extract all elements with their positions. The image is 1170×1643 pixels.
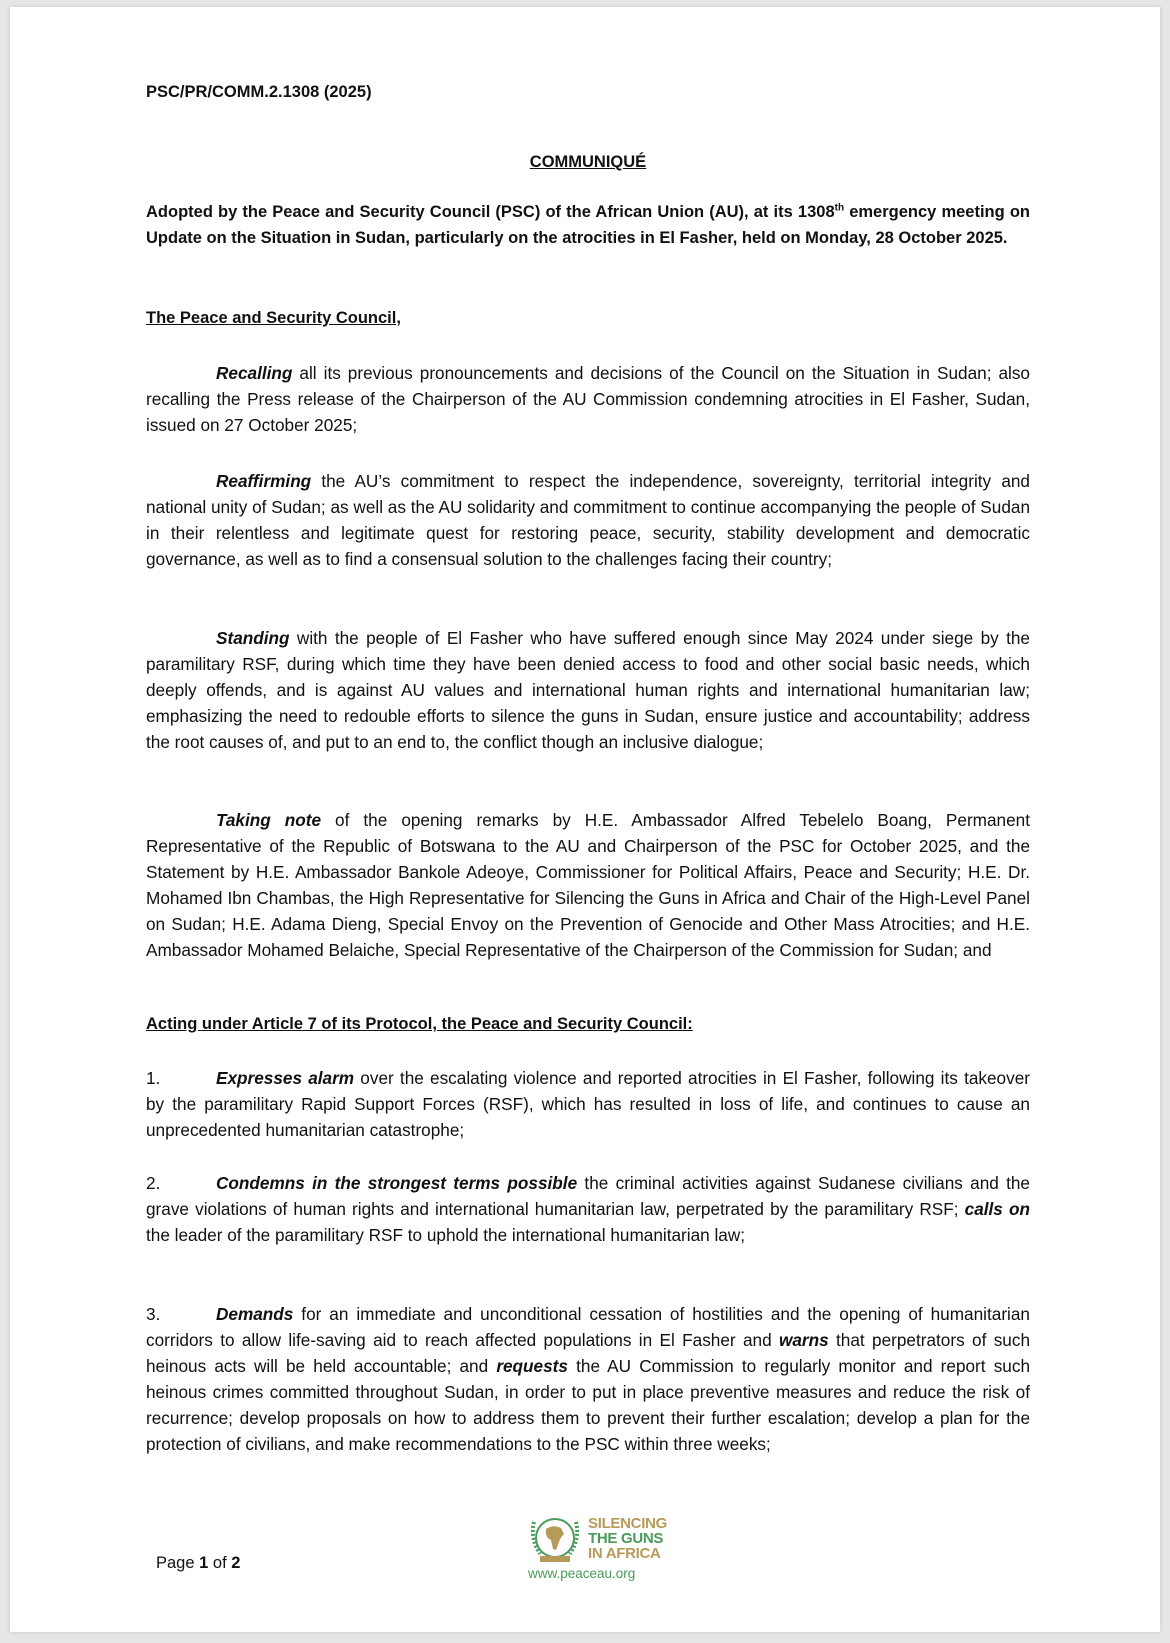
operative-text: over the escalating violence and reported atrocities in El Fasher, following its takeover by the paramilitary Rapid Support Forces (RSF), which has resulted in loss of life, and continues to cause an unprecedented humanitarian catastrophe; — [146, 1068, 1030, 1140]
au-emblem-icon — [526, 1512, 584, 1568]
operative-text: that perpetrators of such heinous acts will be held accountable; and — [146, 1330, 1030, 1376]
silencing-the-guns-logo — [526, 1512, 676, 1582]
page-current: 1 — [199, 1554, 209, 1572]
operative-paragraph-3 — [146, 1301, 1030, 1457]
preamble-paragraph — [146, 360, 1030, 438]
preamble-text: the AU’s commitment to respect the independence, sovereignty, territorial integrity and national unity of Sudan; as well as the AU solidarity and commitment to continue accompanying the people of Sudan in their relentless and legitimate quest for restoring peace, security, stability development and democratic governance, as well as to find a consensual solution to the challenges facing their country; — [146, 471, 1030, 569]
operative-paragraph-2 — [146, 1170, 1030, 1248]
council-heading: The Peace and Security Council, — [146, 309, 401, 327]
operative-emphasis: calls on — [964, 1199, 1030, 1219]
paragraph-number: 2. — [146, 1173, 161, 1193]
page-label: Page — [156, 1554, 200, 1572]
operative-emphasis: requests — [496, 1356, 568, 1376]
preamble-lead: Standing — [216, 628, 290, 648]
operative-text: the AU Commission to regularly monitor and report such heinous crimes committed throughout Sudan, in order to put in place preventive measures and reduce the risk of recurrence; develop proposals on how to address them to prevent their further escalation; develop a plan for the protection of civilians, and make recommendations to the PSC within three weeks; — [146, 1356, 1030, 1454]
logo-line-1: SILENCING — [588, 1515, 667, 1532]
preamble-paragraph — [146, 807, 1030, 963]
preamble-lead: Recalling — [216, 363, 293, 383]
paragraph-number: 1. — [146, 1068, 161, 1088]
preamble-lead: Taking note — [216, 810, 322, 830]
preamble-paragraph — [146, 468, 1030, 572]
adoption-text: Adopted by the Peace and Security Council (PSC) of the African Union (AU), at its 1308 — [146, 203, 835, 221]
document-title: COMMUNIQUÉ — [529, 153, 647, 171]
operative-paragraph-1 — [146, 1065, 1030, 1143]
page-total: 2 — [231, 1554, 241, 1572]
logo-line-3: IN AFRICA — [588, 1545, 661, 1562]
paragraph-number: 3. — [146, 1304, 161, 1324]
ordinal-suffix: th — [834, 202, 845, 214]
page-of: of — [208, 1554, 232, 1572]
acting-heading: Acting under Article 7 of its Protocol, the Peace and Security Council: — [146, 1015, 693, 1033]
operative-lead: Demands — [216, 1304, 294, 1324]
preamble-text: with the people of El Fasher who have suffered enough since May 2024 under siege by the paramilitary RSF, during which time they have been denied access to food and other social basic needs, which deeply offends, and is against AU values and international human rights and international humanitarian law; emphasizing the need to redouble efforts to silence the guns in Sudan, ensure justice and accountability; address the root causes of, and put to an end to, the conflict though an inclusive dialogue; — [146, 628, 1030, 752]
operative-lead: Condemns in the strongest terms possible — [216, 1173, 578, 1193]
page-number — [156, 1554, 240, 1573]
adoption-text-continued: emergency meeting on Update on the Situation in Sudan, particularly on the atrocities in El Fasher, held on Monday, 28 October 2025. — [146, 203, 1030, 247]
operative-text: the criminal activities against Sudanese civilians and the grave violations of human rights and international humanitarian law, perpetrated by the paramilitary RSF; — [146, 1173, 1030, 1219]
operative-emphasis: warns — [778, 1330, 829, 1350]
logo-text — [588, 1516, 667, 1561]
preamble-paragraph — [146, 625, 1030, 755]
adoption-statement — [146, 199, 1030, 251]
operative-lead: Expresses alarm — [216, 1068, 355, 1088]
preamble-lead: Reaffirming — [216, 471, 312, 491]
operative-text: for an immediate and unconditional cessation of hostilities and the opening of humanitarian corridors to allow life-saving aid to reach affected populations in El Fasher and — [146, 1304, 1030, 1350]
document-page — [10, 7, 1160, 1632]
logo-url[interactable]: www.peaceau.org — [528, 1566, 636, 1581]
preamble-text: of the opening remarks by H.E. Ambassador Alfred Tebelelo Boang, Permanent Representative of the Republic of Botswana to the AU and Chairperson of the PSC for October 2025, and the Statement by H.E. Ambassador Bankole Adeoye, Commissioner for Political Affairs, Peace and Security; H.E. Dr. Mohamed Ibn Chambas, the High Representative for Silencing the Guns in Africa and Chair of the High-Level Panel on Sudan; H.E. Adama Dieng, Special Envoy on the Prevention of Genocide and Other Mass Atrocities; and H.E. Ambassador Mohamed Belaiche, Special Representative of the Chairperson of the Commission for Sudan; and — [146, 810, 1030, 960]
logo-line-2: THE GUNS — [588, 1530, 664, 1547]
operative-text: the leader of the paramilitary RSF to uphold the international humanitarian law; — [146, 1225, 746, 1245]
preamble-text: all its previous pronouncements and decisions of the Council on the Situation in Sudan; also recalling the Press release of the Chairperson of the AU Commission condemning atrocities in El Fasher, Sudan, issued on 27 October 2025; — [146, 363, 1030, 435]
document-reference: PSC/PR/COMM.2.1308 (2025) — [146, 83, 372, 101]
